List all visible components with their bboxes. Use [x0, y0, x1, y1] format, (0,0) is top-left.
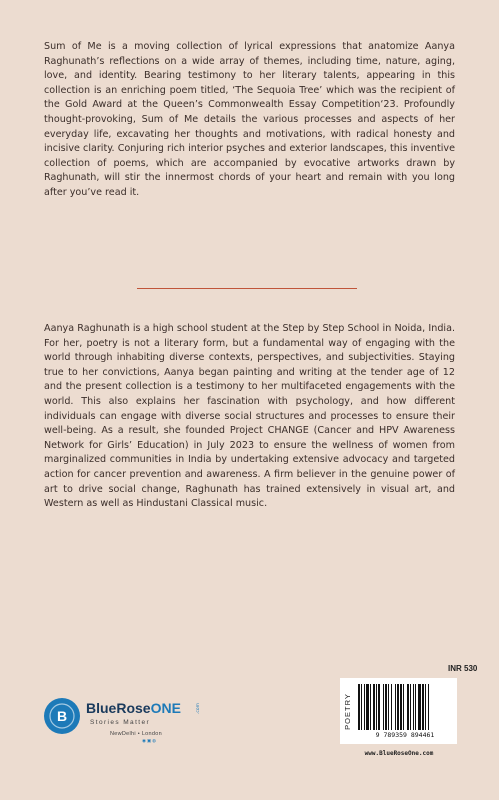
barcode-stripe: [429, 684, 430, 730]
price-label: INR 530: [448, 664, 478, 673]
publisher-cities: NewDelhi • London: [110, 731, 162, 737]
bluerose-logo-icon: [44, 698, 80, 734]
publisher-tagline: Stories Matter: [90, 719, 151, 726]
publisher-domain-suffix: .com: [196, 702, 201, 714]
publisher-name-main: BlueRose: [86, 700, 151, 716]
isbn-number: 9 789359 894461: [375, 731, 435, 739]
logo-letter: B: [56, 708, 68, 724]
synopsis-paragraph: Sum of Me is a moving collection of lyrical expressions that anatomize Aanya Raghunath’s reflections on a wide array of themes, including time, nature, aging, love, and identity. Bearing testimony to her literary talents, appearing in this collection is an enriching poem titled, ‘The Sequoia Tree’ which was the recipient of the Gold Award at the Queen’s Commonwealth Essay Competition‘23. Profoundly thought-provoking, Sum of Me details the various processes and aspects of her everyday life, excavating her thoughts and motivations, with radical honesty and incisive clarity. Conjuring rich interior psyches and exterior landscapes, this inventive collection of poems, which are accompanied by evocative artworks drawn by Raghunath, will stir the innermost chords of your heart and remain with you long after you’ve read it.: [44, 41, 455, 198]
publisher-website: www.BlueRoseOne.com: [364, 750, 434, 757]
publisher-name: [86, 700, 181, 716]
author-bio-paragraph: Aanya Raghunath is a high school student at the Step by Step School in Noida, India. For her, poetry is not a literary form, but a fundamental way of engaging with the world through inhabiting diverse contexts, perspectives, and subjectivities. Staying true to her convictions, Aanya began painting and writing at the tender age of 12 and the present collection is a testimony to her multifaceted engagements with the world. This also explains her fascination with psychology, and how different individuals can engage with diverse social structures and processes to ensure their well-being. As a result, she founded Project CHANGE (Cancer and HPV Awareness Network for Girls’ Education) in July 2023 to ensure the wellness of women from marginalized communities in India by undertaking extensive advocacy and targeted action for cancer prevention and awareness. A firm believer in the genuine power of art to drive social change, Raghunath has trained extensively in visual art, and Western as well as Hindustani Classical music.: [44, 323, 455, 510]
social-icons: ◉▣◍: [142, 739, 158, 744]
publisher-name-accent: ONE: [150, 700, 181, 716]
section-divider: [137, 288, 357, 289]
genre-label-container: [340, 678, 354, 744]
genre-label: POETRY: [342, 692, 352, 730]
isbn-barcode: [358, 684, 452, 730]
